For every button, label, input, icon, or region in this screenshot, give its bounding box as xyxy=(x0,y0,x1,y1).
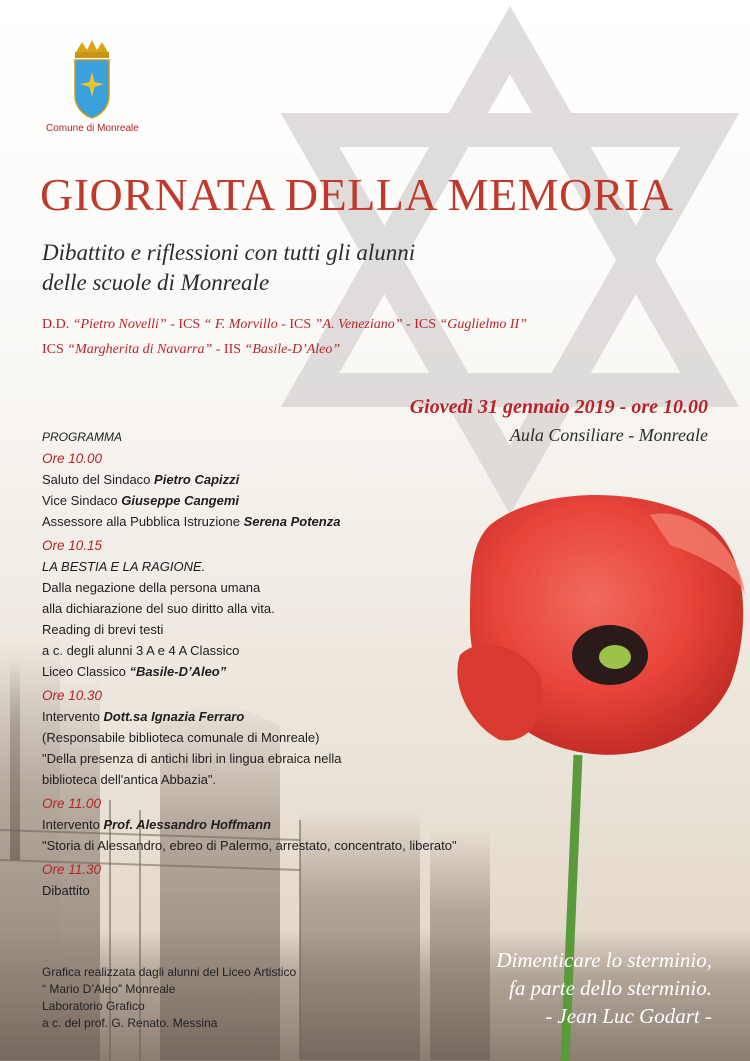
school-text: “Basile-D’Aleo” xyxy=(244,342,341,357)
program-section xyxy=(42,430,582,901)
school-text: - ICS xyxy=(402,317,440,332)
program-line xyxy=(42,661,582,682)
program-text: "Della presenza di antichi libri in lingua ebraica nella xyxy=(42,751,342,766)
subtitle-line: Dibattito e riflessioni con tutti gli alunni xyxy=(42,240,416,265)
program-line xyxy=(42,769,582,790)
program-line xyxy=(42,640,582,661)
quote-line: - Jean Luc Godart - xyxy=(545,1004,712,1028)
credits-line: Grafica realizzata dagli alunni del Liceo Artistico xyxy=(42,965,297,979)
event-date: Giovedì 31 gennaio 2019 - ore 10.00 xyxy=(409,396,708,418)
comune-crest-icon xyxy=(72,40,112,120)
program-line xyxy=(42,490,582,511)
speaker-name: “Basile-D’Aleo” xyxy=(129,664,227,679)
speaker-name: Pietro Capizzi xyxy=(154,472,240,487)
speaker-name: Giuseppe Cangemi xyxy=(121,493,240,508)
school-text: “ F. Morvillo xyxy=(203,317,278,332)
school-text: “Margherita di Navarra” xyxy=(67,342,213,357)
credits xyxy=(42,964,296,1032)
program-text: Vice Sindaco xyxy=(42,493,122,508)
speaker-name: Prof. Alessandro Hoffmann xyxy=(103,817,272,832)
quote-line: fa parte dello sterminio. xyxy=(509,976,712,1000)
program-text: Assessore alla Pubblica Istruzione xyxy=(42,514,244,529)
program-line xyxy=(42,598,582,619)
program-time: Ore 10.15 xyxy=(42,538,103,553)
program-label: PROGRAMMA xyxy=(42,430,123,444)
program-line xyxy=(42,748,582,769)
program-line xyxy=(42,880,582,901)
program-text: Dalla negazione della persona umana xyxy=(42,580,261,595)
program-line xyxy=(42,727,582,748)
credits-line: “ Mario D’Aleo” Monreale xyxy=(42,982,176,996)
program-text: "Storia di Alessandro, ebreo di Palermo, arrestato, concentrato, liberato" xyxy=(42,838,457,853)
school-text: “Guglielmo II” xyxy=(439,317,527,332)
program-time: Ore 11.30 xyxy=(42,862,102,877)
speaker-name: Dott.sa Ignazia Ferraro xyxy=(103,709,245,724)
school-text: - ICS xyxy=(277,317,315,332)
quote xyxy=(496,946,712,1030)
program-line xyxy=(42,511,582,532)
speaker-name: Serena Potenza xyxy=(243,514,341,529)
school-text: D.D. xyxy=(42,317,73,332)
schools-list xyxy=(42,312,527,362)
program-text: Saluto del Sindaco xyxy=(42,472,155,487)
program-line xyxy=(42,556,582,577)
school-text: - ICS xyxy=(166,317,204,332)
schools-line xyxy=(42,337,527,362)
school-text: ICS xyxy=(42,342,68,357)
school-text: “Pietro Novelli” xyxy=(72,317,167,332)
program-text: alla dichiarazione del suo diritto alla vita. xyxy=(42,601,275,616)
credits-line: Laboratorio Grafico xyxy=(42,999,145,1013)
program-text: Dibattito xyxy=(42,883,90,898)
program-line xyxy=(42,814,582,835)
program-line xyxy=(42,835,582,856)
program-text: Reading di brevi testi xyxy=(42,622,164,637)
schools-line xyxy=(42,312,527,337)
program-time: Ore 11.00 xyxy=(42,796,102,811)
program-text: Intervento xyxy=(42,817,104,832)
subtitle-line: delle scuole di Monreale xyxy=(42,270,270,295)
municipality-name: Comune di Monreale xyxy=(46,123,139,134)
subtitle xyxy=(42,238,415,298)
program-line xyxy=(42,577,582,598)
program-items xyxy=(42,449,582,901)
school-text: ”A. Veneziano” xyxy=(314,317,403,332)
program-text: Liceo Classico xyxy=(42,664,130,679)
program-time: Ore 10.00 xyxy=(42,451,103,466)
school-text: - IIS xyxy=(212,342,245,357)
event-venue: Aula Consiliare - Monreale xyxy=(509,425,708,445)
credits-line: a c. del prof. G. Renato. Messina xyxy=(42,1016,218,1030)
program-line xyxy=(42,469,582,490)
program-time: Ore 10.30 xyxy=(42,688,103,703)
page-title: GIORNATA DELLA MEMORIA xyxy=(40,169,674,220)
program-line xyxy=(42,619,582,640)
program-text: Intervento xyxy=(42,709,104,724)
program-text: a c. degli alunni 3 A e 4 A Classico xyxy=(42,643,240,658)
program-line xyxy=(42,706,582,727)
program-text: (Responsabile biblioteca comunale di Monreale) xyxy=(42,730,320,745)
program-text: biblioteca dell'antica Abbazia". xyxy=(42,772,217,787)
quote-line: Dimenticare lo sterminio, xyxy=(496,948,712,972)
program-text: LA BESTIA E LA RAGIONE. xyxy=(42,559,206,574)
